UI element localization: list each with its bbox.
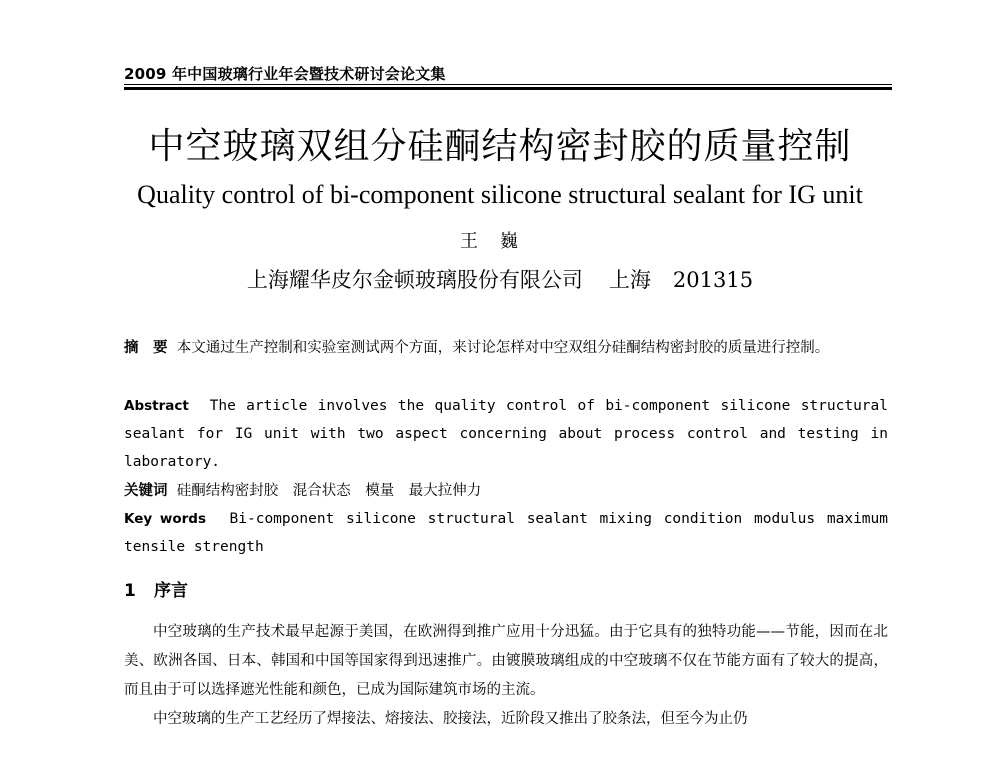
paragraph: 中空玻璃的生产技术最早起源于美国，在欧洲得到推广应用十分迅猛。由于它具有的独特功能——节能，因而在北美、欧洲各国、日本、韩国和中国等国家得到迅速推广。由镀膜玻璃组成的中空玻璃不仅在节能方面有了较大的提高，而且由于可以选择遮光性能和颜色，已成为国际建筑市场的主流。 <box>124 624 888 698</box>
body-text <box>124 618 888 734</box>
abstract-chinese <box>124 334 888 362</box>
keywords-en-text: Bi-component silicone structural sealant mixing condition modulus maximum tensile strength <box>124 511 888 555</box>
keywords-english <box>124 505 888 561</box>
title-english: Quality control of bi-component silicone structural sealant for IG unit <box>137 180 863 209</box>
affiliation-postcode: 201315 <box>672 268 754 292</box>
keywords-cn-text: 硅酮结构密封胶 混合状态 模量 最大拉伸力 <box>176 483 482 499</box>
abstract-cn-text: 本文通过生产控制和实验室测试两个方面，来讨论怎样对中空双组分硅酮结构密封胶的质量进行控制。 <box>176 340 830 356</box>
affiliation-city: 上海 <box>608 268 651 292</box>
paragraph: 中空玻璃的生产工艺经历了焊接法、熔接法、胶接法，近阶段又推出了胶条法，但至今为止仍 <box>153 711 748 727</box>
header-rule-thick <box>124 87 892 90</box>
section-number: 1 <box>124 581 136 601</box>
abstract-en-label: Abstract <box>124 398 189 414</box>
affiliation-company: 上海耀华皮尔金顿玻璃股份有限公司 <box>246 268 583 292</box>
running-head: 2009 年中国玻璃行业年会暨技术研讨会论文集 <box>124 65 446 83</box>
abstract-cn-label: 摘 要 <box>124 340 168 356</box>
keywords-en-label: Key words <box>124 511 207 527</box>
affiliation-line <box>0 264 1000 294</box>
section-heading <box>124 576 188 601</box>
keywords-chinese <box>124 477 888 505</box>
abstract-en-text: The article involves the quality control of bi-component silicone structural sealant for IG unit with two aspect concerning about process control and testing in laboratory. <box>124 398 888 470</box>
title-chinese: 中空玻璃双组分硅酮结构密封胶的质量控制 <box>148 126 852 167</box>
abstract-english <box>124 392 888 476</box>
section-title: 序言 <box>154 581 188 601</box>
author-name: 王巍 <box>460 231 540 252</box>
keywords-cn-label: 关键词 <box>124 483 168 499</box>
header-rule-thin <box>124 84 892 85</box>
